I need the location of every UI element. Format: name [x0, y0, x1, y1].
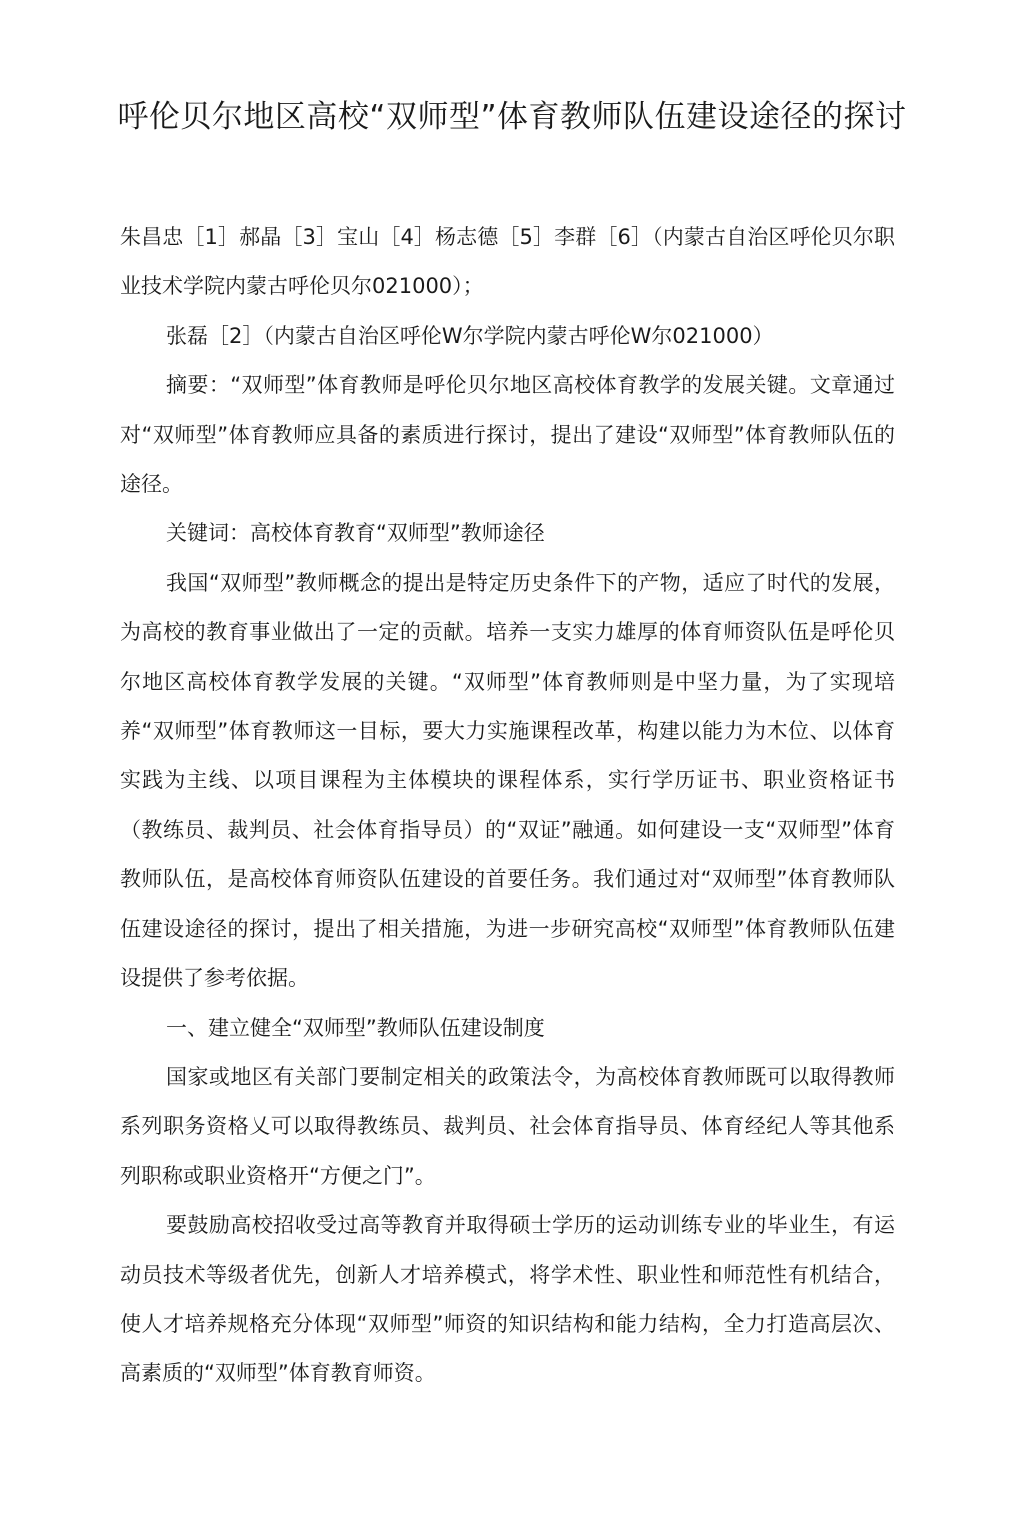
intro-paragraph: 我国“双师型”教师概念的提出是特定历史条件下的产物，适应了时代的发展，为高校的教育事业做出了一定的贡献。培养一支实力雄厚的体育师资队伍是呼伦贝尔地区高校体育教学发展的关键。“双师型”体育教师则是中坚力量，为了实现培养“双师型”体育教师这一目标，要大力实施课程改革，构建以能力为木位、以体育实践为主线、以项目课程为主体模块的课程体系，实行学历证书、职业资格证书（教练员、裁判员、社会体育指导员）的“双证”融通。如何建设一支“双师型”体育教师队伍，是高校体育师资队伍建设的首要任务。我们通过对“双师型”体育教师队伍建设途径的探讨，提出了相关措施，为进一步研究高校“双师型”体育教师队伍建设提供了参考依据。: [120, 570, 895, 991]
keywords-line: 关键词：高校体育教育“双师型”教师途径: [166, 521, 545, 546]
section-1-heading: 一、建立健全“双师型”教师队伍建设制度: [166, 1015, 545, 1040]
document-title: 呼伦贝尔地区高校“双师型”体育教师队伍建设途径的探讨: [117, 99, 907, 135]
authors-line: 朱昌忠［1］郝晶［3］宝山［4］杨志德［5］李群［6］（内蒙古自治区呼伦贝尔职业技术学院内蒙古呼伦贝尔021000）；: [120, 225, 895, 299]
abstract-paragraph: 摘要：“双师型”体育教师是呼伦贝尔地区高校体育教学的发展关键。文章通过对“双师型”体育教师应具备的素质进行探讨，提出了建设“双师型”体育教师队伍的途径。: [120, 373, 895, 497]
author-2-line: 张磊［2］（内蒙古自治区呼伦W尔学院内蒙古呼伦W尔021000）: [166, 323, 774, 348]
section-1-paragraph-2: 要鼓励高校招收受过高等教育并取得硕士学历的运动训练专业的毕业生，有运动员技术等级者优先，创新人才培养模式，将学术性、职业性和师范性有机结合，使人才培养规格充分体现“双师型”师资的知识结构和能力结构，全力打造高层次、高素质的“双师型”体育教育师资。: [120, 1213, 895, 1386]
document-body: [120, 213, 895, 1399]
section-1-paragraph-1: 国家或地区有关部门要制定相关的政策法令，为高校体育教师既可以取得教师系列职务资格乂可以取得教练员、裁判员、社会体育指导员、体育经纪人等其他系列职称或职业资格开“方便之门”。: [120, 1064, 895, 1188]
